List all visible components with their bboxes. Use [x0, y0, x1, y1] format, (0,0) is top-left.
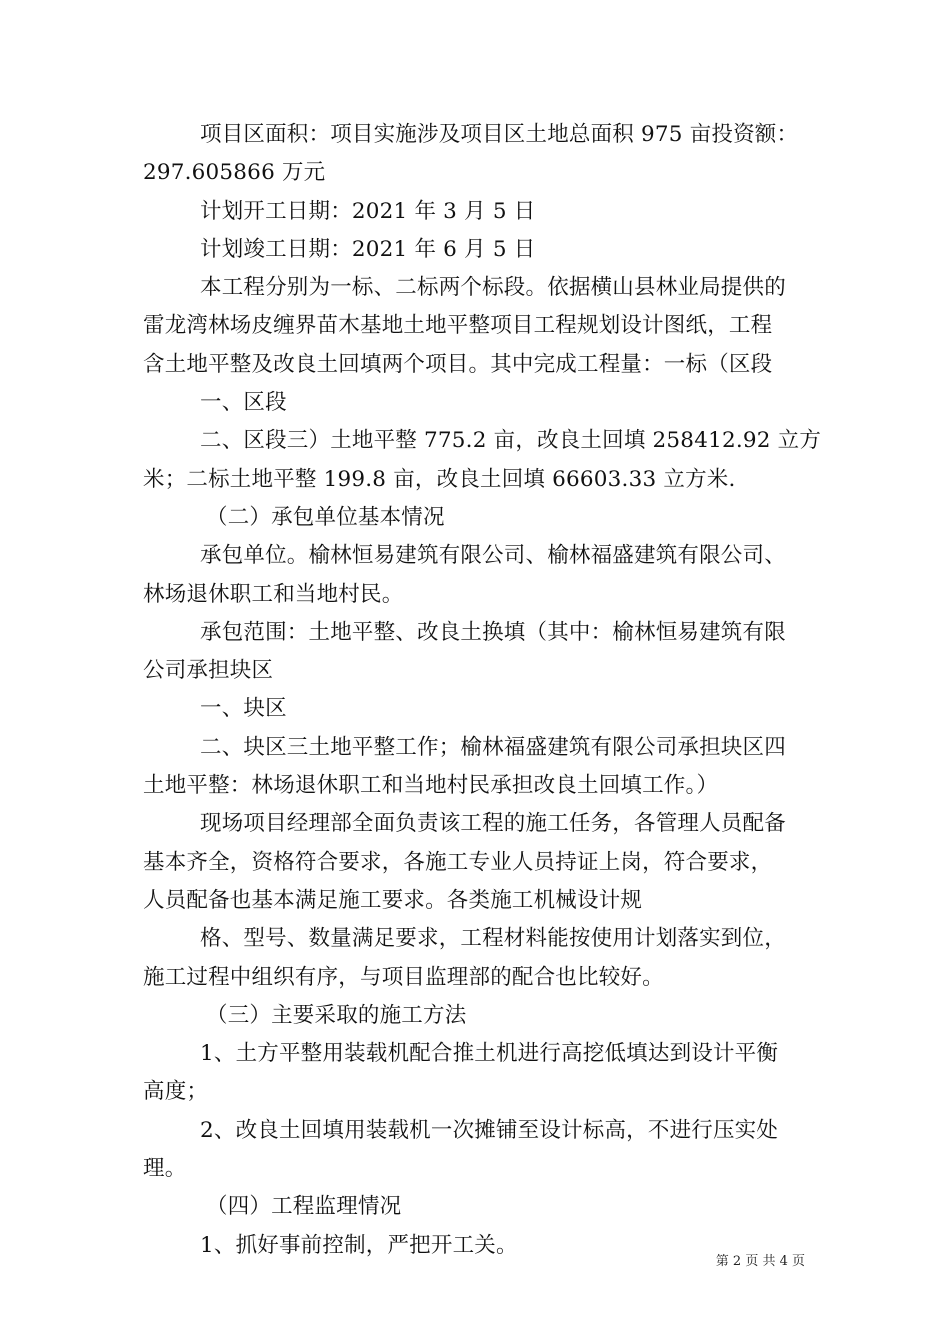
text-line: （四）工程监理情况 [206, 1194, 402, 1220]
text-line: 米；二标土地平整 199.8 亩，改良土回填 66603.33 立方米. [143, 466, 736, 492]
text-line: （三）主要采取的施工方法 [206, 1002, 467, 1028]
text-line: 人员配备也基本满足施工要求。各类施工机械设计规 [143, 887, 643, 913]
text-line: 1、土方平整用装载机配合推土机进行高挖低填达到设计平衡 [200, 1041, 779, 1067]
document-body [143, 116, 822, 1265]
text-line: 297.605866 万元 [143, 160, 326, 186]
text-line: 一、块区 [200, 696, 287, 722]
text-line: （二）承包单位基本情况 [206, 504, 445, 530]
text-line: 2、改良土回填用装载机一次摊铺至设计标高，不进行压实处 [200, 1117, 779, 1143]
text-line: 土地平整：林场退休职工和当地村民承担改良土回填工作。） [143, 773, 719, 799]
text-line: 二、块区三土地平整工作；榆林福盛建筑有限公司承担块区四 [200, 734, 786, 760]
text-line: 计划开工日期：2021 年 3 月 5 日 [200, 198, 536, 224]
page-number-footer: 第 2 页 共 4 页 [715, 1254, 805, 1269]
text-line: 理。 [143, 1156, 187, 1182]
text-line: 承包单位。榆林恒易建筑有限公司、榆林福盛建筑有限公司、 [200, 543, 786, 569]
text-line: 本工程分别为一标、二标两个标段。依据横山县林业局提供的 [200, 275, 786, 301]
text-line: 1、抓好事前控制，严把开工关。 [200, 1232, 518, 1258]
text-line: 施工过程中组织有序，与项目监理部的配合也比较好。 [143, 964, 664, 990]
text-line: 基本齐全，资格符合要求，各施工专业人员持证上岗，符合要求， [143, 849, 773, 875]
text-line: 高度； [143, 1079, 209, 1105]
text-line: 二、区段三）土地平整 775.2 亩，改良土回填 258412.92 立方 [200, 428, 822, 454]
text-line: 计划竣工日期：2021 年 6 月 5 日 [200, 236, 536, 262]
text-line: 公司承担块区 [143, 658, 274, 684]
text-line: 林场退休职工和当地村民。 [143, 581, 404, 607]
text-line: 项目区面积：项目实施涉及项目区土地总面积 975 亩投资额： [200, 122, 799, 147]
text-line: 雷龙湾林场皮缠界苗木基地土地平整项目工程规划设计图纸，工程 [143, 313, 773, 339]
text-line: 一、区段 [200, 390, 287, 416]
text-line: 格、型号、数量满足要求，工程材料能按使用计划落实到位， [200, 926, 786, 952]
text-line: 现场项目经理部全面负责该工程的施工任务，各管理人员配备 [200, 811, 786, 837]
text-line: 承包范围：土地平整、改良土换填（其中：榆林恒易建筑有限 [200, 619, 786, 645]
text-line: 含土地平整及改良土回填两个项目。其中完成工程量：一标（区段 [143, 351, 773, 377]
